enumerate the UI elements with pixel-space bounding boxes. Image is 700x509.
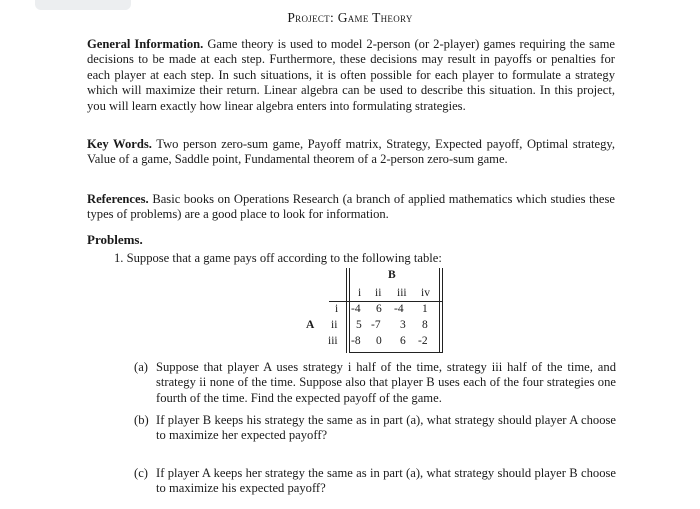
table-cell: -8 bbox=[351, 335, 361, 347]
row-header: iii bbox=[328, 335, 338, 347]
part-a-text: Suppose that player A uses strategy i half of the time, strategy iii half of the time, and strategy ii none of the time. Suppose also that player B uses each of the four strategies one fourth of the time. Find the expected payoff of the game. bbox=[156, 360, 616, 405]
key-words-paragraph bbox=[87, 137, 615, 168]
references-text: Basic books on Operations Research (a branch of applied mathematics which studies these types of problems) are a good place to look for information. bbox=[87, 192, 615, 222]
table-cell: 3 bbox=[400, 319, 406, 331]
part-b-label: (b) bbox=[134, 413, 149, 427]
problem-part-a bbox=[134, 360, 616, 406]
part-c-label: (c) bbox=[134, 466, 148, 480]
problem-part-b bbox=[134, 413, 616, 444]
col-header: ii bbox=[375, 287, 382, 299]
general-information-heading: General Information. bbox=[87, 37, 204, 51]
col-header: iv bbox=[421, 287, 430, 299]
table-right-rule bbox=[442, 268, 443, 353]
payoff-table bbox=[303, 268, 443, 353]
row-header: i bbox=[335, 303, 339, 315]
table-cell: -2 bbox=[418, 335, 428, 347]
table-cell: 1 bbox=[422, 303, 428, 315]
table-left-rule bbox=[349, 268, 350, 353]
table-cell: -4 bbox=[394, 303, 404, 315]
key-words-heading: Key Words. bbox=[87, 137, 152, 151]
table-header-rule bbox=[329, 301, 443, 302]
table-cell: 6 bbox=[400, 335, 406, 347]
problem-part-c bbox=[134, 466, 616, 497]
table-cell: -4 bbox=[351, 303, 361, 315]
part-a-label: (a) bbox=[134, 360, 148, 374]
col-header: iii bbox=[397, 287, 407, 299]
problems-heading: Problems. bbox=[87, 232, 143, 247]
table-cell: 5 bbox=[356, 319, 362, 331]
table-right-rule bbox=[439, 268, 440, 353]
key-words-text: Two person zero-sum game, Payoff matrix, Strategy, Expected payoff, Optimal strategy, Value of a game, Saddle point, Fundamental theorem of a 2-person zero-sum game. bbox=[87, 137, 616, 167]
problem-1-statement: 1. Suppose that a game pays off according to the following table: bbox=[114, 251, 442, 265]
table-left-rule bbox=[346, 268, 347, 353]
general-information-paragraph bbox=[87, 37, 615, 114]
player-a-label: A bbox=[306, 319, 315, 331]
table-cell: 0 bbox=[376, 335, 382, 347]
table-bottom-rule bbox=[349, 352, 443, 353]
table-cell: 6 bbox=[376, 303, 382, 315]
table-cell: -7 bbox=[371, 319, 381, 331]
browser-tab-stub bbox=[35, 0, 131, 10]
references-paragraph bbox=[87, 192, 615, 223]
general-information-text: Game theory is used to model 2-person (or 2-player) games requiring the same decisions to be made at each step. Furthermore, these decisions may result in payoffs or penalties for each player at each step. In such situations, it is often possible for each player to formulate a strategy which will maximize their return. Linear algebra can be used to describe this situation. In this project, you will learn exactly how linear algebra enters into formulating strategies. bbox=[87, 37, 615, 113]
part-b-text: If player B keeps his strategy the same as in part (a), what strategy should player A choose to maximize her expected payoff? bbox=[156, 413, 616, 443]
page-title: Project: Game Theory bbox=[287, 10, 413, 25]
table-cell: 8 bbox=[422, 319, 428, 331]
col-header: i bbox=[358, 287, 362, 299]
row-header: ii bbox=[331, 319, 338, 331]
player-b-label: B bbox=[388, 269, 396, 281]
part-c-text: If player A keeps her strategy the same as in part (a), what strategy should player B choose to maximize his expected payoff? bbox=[156, 466, 616, 496]
references-heading: References. bbox=[87, 192, 149, 206]
